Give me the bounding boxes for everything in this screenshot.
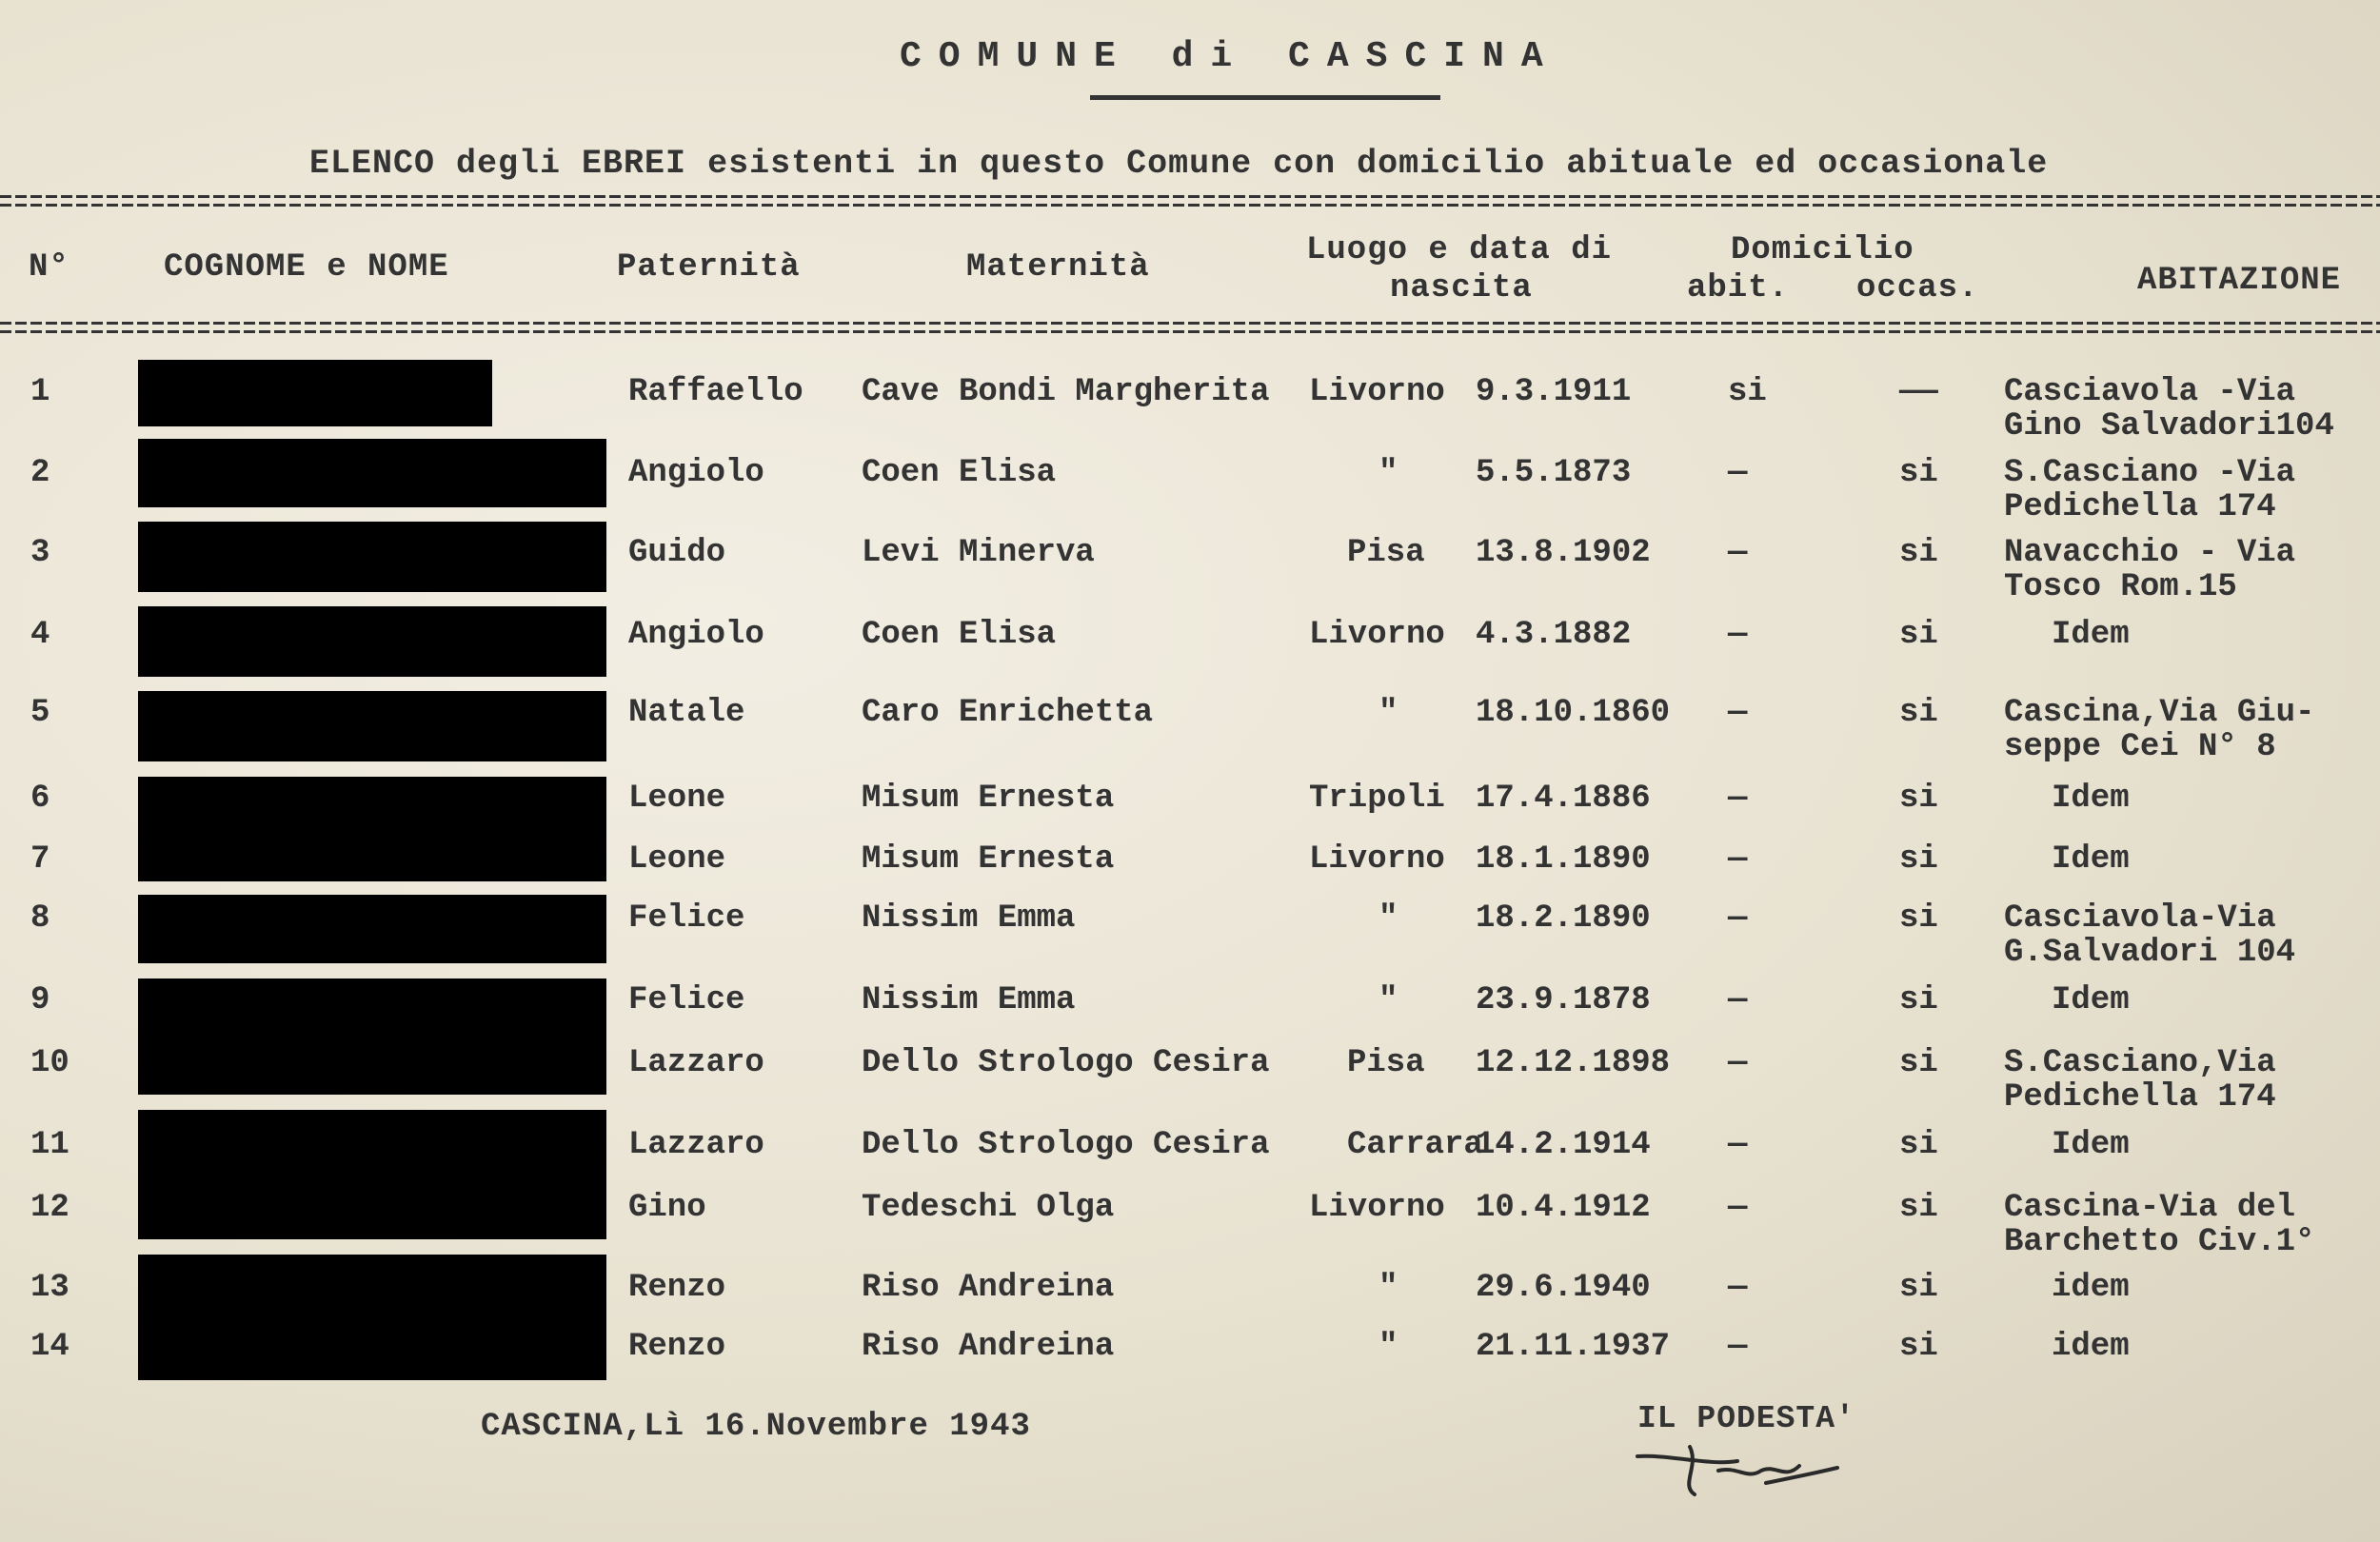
row-birth-place: Tripoli [1309, 781, 1445, 817]
row-birth-date: 18.2.1890 [1476, 900, 1651, 937]
row-domicile-abit: — [1728, 1127, 1748, 1163]
row-paternity: Raffaello [628, 374, 803, 410]
redaction-bar [138, 439, 606, 507]
row-number: 10 [30, 1045, 69, 1081]
row-domicile-abit: — [1728, 535, 1748, 571]
row-domicile-occas: si [1899, 1045, 1938, 1081]
row-birth-place: Livorno [1309, 841, 1445, 878]
header-num: N° [29, 249, 69, 286]
row-number: 1 [30, 374, 50, 410]
row-birth-place: Carrara [1347, 1127, 1483, 1163]
row-birth-place: Livorno [1309, 1190, 1445, 1226]
row-number: 5 [30, 695, 50, 731]
row-domicile-abit: — [1728, 617, 1748, 653]
row-paternity: Angiolo [628, 617, 764, 653]
row-paternity: Renzo [628, 1329, 726, 1365]
row-domicile-occas: si [1899, 781, 1938, 817]
row-domicile-abit: — [1728, 781, 1748, 817]
row-residence-line1: Navacchio - Via [2004, 535, 2296, 571]
row-birth-date: 21.11.1937 [1476, 1329, 1671, 1365]
row-maternity: Nissim Emma [862, 900, 1076, 937]
row-domicile-occas: si [1899, 1270, 1938, 1306]
row-maternity: Nissim Emma [862, 982, 1076, 1018]
row-paternity: Leone [628, 841, 726, 878]
redaction-bar [138, 979, 606, 1095]
row-birth-place: Pisa [1347, 535, 1425, 571]
document-title: COMUNE di CASCINA [900, 36, 1560, 77]
row-birth-date: 29.6.1940 [1476, 1270, 1651, 1306]
header-top-rule [0, 195, 2380, 208]
row-paternity: Renzo [628, 1270, 726, 1306]
row-maternity: Riso Andreina [862, 1329, 1115, 1365]
row-maternity: Cave Bondi Margherita [862, 374, 1270, 410]
redaction-bar [138, 895, 606, 963]
row-birth-place: Pisa [1347, 1045, 1425, 1081]
header-maternity: Maternità [966, 249, 1150, 286]
row-residence-line1: Casciavola-Via [2004, 900, 2276, 937]
row-residence-line2: Gino Salvadori104 [2004, 408, 2334, 445]
row-number: 7 [30, 841, 50, 878]
row-domicile-abit: — [1728, 1329, 1748, 1365]
row-birth-place: " [1378, 1270, 1398, 1306]
header-abit: abit. [1687, 270, 1790, 306]
row-domicile-occas: si [1899, 841, 1938, 878]
row-residence-line2: seppe Cei N° 8 [2004, 729, 2276, 765]
row-number: 3 [30, 535, 50, 571]
row-residence-line2: Tosco Rom.15 [2004, 569, 2237, 605]
header-birth-2: nascita [1390, 270, 1533, 306]
row-domicile-abit: — [1728, 455, 1748, 491]
row-birth-date: 4.3.1882 [1476, 617, 1632, 653]
row-birth-date: 13.8.1902 [1476, 535, 1651, 571]
row-birth-date: 18.10.1860 [1476, 695, 1671, 731]
row-maternity: Coen Elisa [862, 617, 1057, 653]
row-number: 4 [30, 617, 50, 653]
row-birth-date: 14.2.1914 [1476, 1127, 1651, 1163]
row-birth-place: " [1378, 455, 1398, 491]
header-birth-1: Luogo e data di [1306, 232, 1613, 268]
row-domicile-abit: — [1728, 1190, 1748, 1226]
header-bottom-rule [0, 322, 2380, 335]
row-paternity: Felice [628, 900, 745, 937]
row-residence-line1: S.Casciano -Via [2004, 455, 2296, 491]
redaction-bar [138, 777, 606, 881]
row-paternity: Lazzaro [628, 1127, 764, 1163]
header-paternity: Paternità [617, 249, 801, 286]
row-residence-line2: Pedichella 174 [2004, 1079, 2276, 1116]
row-birth-place: " [1378, 1329, 1398, 1365]
row-residence-line1: Cascina,Via Giu- [2004, 695, 2315, 731]
row-domicile-abit: — [1728, 841, 1748, 878]
row-residence-line1: idem [2052, 1270, 2130, 1306]
row-domicile-occas: si [1899, 982, 1938, 1018]
row-residence-line2: Barchetto Civ.1° [2004, 1224, 2315, 1260]
row-domicile-occas: si [1899, 1127, 1938, 1163]
row-domicile-abit: si [1728, 374, 1767, 410]
row-domicile-occas: si [1899, 900, 1938, 937]
row-residence-line2: G.Salvadori 104 [2004, 935, 2296, 971]
row-domicile-abit: — [1728, 900, 1748, 937]
row-paternity: Gino [628, 1190, 706, 1226]
row-maternity: Dello Strologo Cesira [862, 1127, 1270, 1163]
row-number: 6 [30, 781, 50, 817]
row-domicile-abit: — [1728, 982, 1748, 1018]
row-maternity: Tedeschi Olga [862, 1190, 1115, 1226]
row-domicile-occas: si [1899, 535, 1938, 571]
row-number: 11 [30, 1127, 69, 1163]
redaction-bar [138, 691, 606, 761]
row-paternity: Leone [628, 781, 726, 817]
row-residence-line1: Idem [2052, 841, 2130, 878]
row-residence-line1: Idem [2052, 781, 2130, 817]
row-birth-date: 9.3.1911 [1476, 374, 1632, 410]
row-maternity: Misum Ernesta [862, 841, 1115, 878]
row-residence-line1: Cascina-Via del [2004, 1190, 2296, 1226]
row-paternity: Angiolo [628, 455, 764, 491]
row-domicile-occas: —— [1899, 374, 1938, 410]
row-birth-place: Livorno [1309, 374, 1445, 410]
redaction-bar [138, 522, 606, 592]
row-domicile-occas: si [1899, 455, 1938, 491]
header-residence: ABITAZIONE [2137, 263, 2342, 299]
row-birth-place: " [1378, 695, 1398, 731]
row-number: 13 [30, 1270, 69, 1306]
row-domicile-abit: — [1728, 1045, 1748, 1081]
row-birth-date: 23.9.1878 [1476, 982, 1651, 1018]
row-domicile-occas: si [1899, 1329, 1938, 1365]
row-residence-line1: Casciavola -Via [2004, 374, 2296, 410]
row-domicile-abit: — [1728, 695, 1748, 731]
row-maternity: Riso Andreina [862, 1270, 1115, 1306]
row-paternity: Felice [628, 982, 745, 1018]
redaction-bar [138, 360, 492, 426]
row-maternity: Levi Minerva [862, 535, 1095, 571]
row-domicile-occas: si [1899, 1190, 1938, 1226]
row-birth-date: 5.5.1873 [1476, 455, 1632, 491]
row-number: 8 [30, 900, 50, 937]
row-domicile-occas: si [1899, 695, 1938, 731]
row-birth-place: " [1378, 982, 1398, 1018]
row-paternity: Guido [628, 535, 726, 571]
header-name: COGNOME e NOME [164, 249, 449, 286]
row-number: 2 [30, 455, 50, 491]
row-birth-date: 12.12.1898 [1476, 1045, 1671, 1081]
row-birth-place: " [1378, 900, 1398, 937]
row-residence-line2: Pedichella 174 [2004, 489, 2276, 525]
row-residence-line1: Idem [2052, 617, 2130, 653]
redaction-bar [138, 1255, 606, 1380]
row-residence-line1: Idem [2052, 982, 2130, 1018]
title-underline [1090, 95, 1440, 100]
document-subtitle: ELENCO degli EBREI esistenti in questo Comune con domicilio abituale ed occasionale [309, 145, 2049, 183]
row-birth-place: Livorno [1309, 617, 1445, 653]
row-domicile-occas: si [1899, 617, 1938, 653]
row-birth-date: 17.4.1886 [1476, 781, 1651, 817]
row-maternity: Dello Strologo Cesira [862, 1045, 1270, 1081]
row-domicile-abit: — [1728, 1270, 1748, 1306]
header-occas: occas. [1856, 270, 1979, 306]
footer-place-date: CASCINA,Lì 16.Novembre 1943 [481, 1409, 1031, 1445]
row-paternity: Natale [628, 695, 745, 731]
row-birth-date: 18.1.1890 [1476, 841, 1651, 878]
row-number: 9 [30, 982, 50, 1018]
row-paternity: Lazzaro [628, 1045, 764, 1081]
row-residence-line1: S.Casciano,Via [2004, 1045, 2276, 1081]
row-residence-line1: idem [2052, 1329, 2130, 1365]
row-maternity: Caro Enrichetta [862, 695, 1154, 731]
row-birth-date: 10.4.1912 [1476, 1190, 1651, 1226]
signature-scribble [1633, 1428, 1852, 1504]
header-domicile: Domicilio [1731, 232, 1914, 268]
redaction-bar [138, 1110, 606, 1239]
row-maternity: Misum Ernesta [862, 781, 1115, 817]
row-residence-line1: Idem [2052, 1127, 2130, 1163]
row-number: 12 [30, 1190, 69, 1226]
row-number: 14 [30, 1329, 69, 1365]
row-maternity: Coen Elisa [862, 455, 1057, 491]
redaction-bar [138, 606, 606, 677]
footer-signatory: IL PODESTA' [1637, 1401, 1855, 1436]
